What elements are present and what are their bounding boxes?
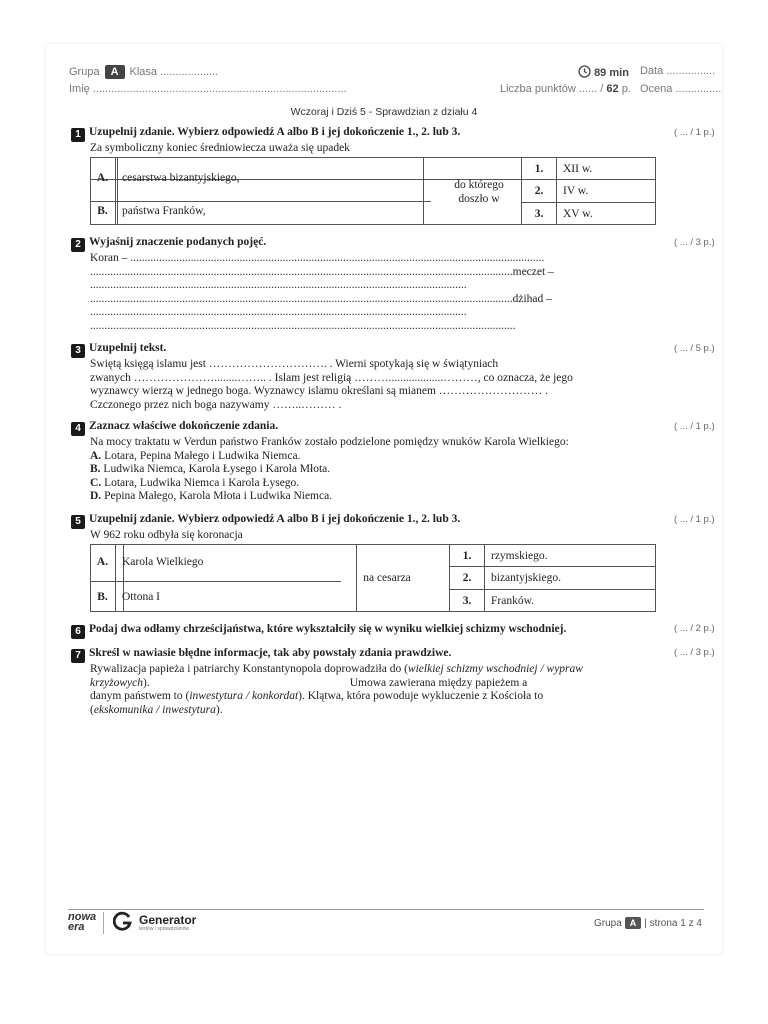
group-badge: A [625,917,642,929]
option-b-text[interactable]: państwa Franków, [122,205,206,217]
question-4: 4 Zaznacz właściwe dokończenie zdania. Na mocy traktatu w Verdun państwo Franków zostało podzielone pomiędzy wnuków Karola Wielkiego: A. Lotara, Pepina Małego i Ludwika Niemca. B. Ludwika Niemca, Karola Łysego i Karola Młota. C. Lotara, Ludwika Niemca i Karola Łysego. D. Pepina Małego, Karola Młota i Ludwika Niemca. [71,420,671,504]
question-1: 1 Uzupełnij zdanie. Wybierz odpowiedź A albo B i jej dokończenie 1., 2. lub 3. Za symboliczny koniec średniowiecza uważa się upadek [71,126,671,156]
points-q6: ( ... / 2 p.) [674,623,715,634]
answer-line[interactable]: ................................................................................................................................... [90,306,467,318]
option-b-label: B. [97,205,108,217]
option-number: 1. [450,545,485,567]
option-text[interactable]: XV w. [557,203,656,225]
option-text[interactable]: bizantyjskiego. [485,567,656,590]
question-number: 2 [71,238,85,252]
date-field: Data ................ [640,65,716,77]
question-3: 3 Uzupełnij tekst. Świętą księgą islamu jest …………………………. . Wierni spotykają się w świątyniach zwanych …………………........…….. . Islam jest religią ………...................………, co oznacza, że jego wyznawcy wierzą w jednego boga. Wyznawcy islamu określani są mianem ……………………… . Czczonego przez nich boga nazywamy ……..……… . [71,342,671,412]
generator-logo-subtitle: testów i sprawdzianów [139,926,190,932]
question-number: 6 [71,625,85,639]
points-q1: ( ... / 1 p.) [674,127,715,138]
answer-line[interactable]: ................................................................................................................................... [90,279,467,291]
question-number: 3 [71,344,85,358]
points-q3: ( ... / 5 p.) [674,343,715,354]
option-a-text[interactable]: Karola Wielkiego [122,556,204,568]
option-text[interactable]: IV w. [557,180,656,203]
option-b-label: B. [97,591,108,603]
logo-separator [103,912,104,934]
answer-line[interactable]: ...................................................................................................................................................meczet – [90,265,554,278]
answer-option[interactable]: C. Lotara, Ludwika Niemca i Karola Łysego. [90,476,300,489]
question-7: 7 Skreśl w nawiasie błędne informacje, tak aby powstały zdania prawdziwe. Rywalizacja papieża i patriarchy Konstantynopola doprowadziła do (wielkiej schizmy wschodniej / wypraw krzyżowych). Umowa zawierana między papieżem a danym państwem to (inwestytura / konkordat). Klątwa, która powoduje wykluczenie z Kościoła to (ekskomunika / inwestytura). [71,647,671,717]
question-number: 7 [71,649,85,663]
option-text[interactable]: XII w. [557,158,656,180]
option-b-text[interactable]: Ottona I [122,591,161,603]
completion-stem: na cesarza [363,572,411,584]
group-field: Grupa A Klasa ................... [69,66,219,78]
option-number: 3. [450,590,485,612]
completion-stem: do którego doszło w [454,179,504,205]
option-number: 2. [450,567,485,590]
page-indicator: Grupa A | strona 1 z 4 [594,918,702,929]
name-field: Imię ................................................................................... [69,83,347,95]
option-number: 3. [522,203,557,225]
option-a-label: A. [96,556,109,568]
choice-bracket[interactable]: ekskomunika / inwestytura [93,703,216,716]
choice-bracket[interactable]: krzyżowych [90,676,144,689]
generator-logo-icon [113,911,133,931]
question-2: 2 Wyjaśnij znaczenie podanych pojęć. Koran – ................................................................................................................................................ ...................................................................................................................................................meczet – ................................................................................................................................... ...................................................................................................................................................dżihad – ................................................................................................................................... .................................................................................................................................................... [71,236,671,333]
page-title: Wczoraj i Dziś 5 - Sprawdzian z działu 4 [290,106,478,118]
answer-option[interactable]: A. Lotara, Pepina Małego i Ludwika Niemca. [90,449,301,462]
answer-option[interactable]: D. Pepina Małego, Karola Młota i Ludwika Niemca. [90,490,333,502]
option-number: 2. [522,180,557,203]
question-6: 6 Podaj dwa odłamy chrześcijaństwa, które wykształciły się w wyniku wielkiej schizmy wschodniej. [71,623,671,639]
generator-logo-text: Generator [139,913,197,927]
choice-bracket[interactable]: wielkiej schizmy wschodniej / wypraw [407,663,583,675]
choice-bracket[interactable]: inwestytura / konkordat [189,690,299,702]
points-q5: ( ... / 1 p.) [674,514,715,525]
answer-line[interactable]: Koran – ................................................................................................................................................ [90,252,545,264]
question-5: 5 Uzupełnij zdanie. Wybierz odpowiedź A albo B i jej dokończenie 1., 2. lub 3. W 962 roku odbyła się koronacja [71,513,671,543]
answer-option[interactable]: B. Ludwika Niemca, Karola Łysego i Karola Młota. [90,463,331,475]
option-text[interactable]: rzymskiego. [485,545,656,567]
option-a-label: A. [96,172,109,184]
question-number: 5 [71,515,85,529]
points-q2: ( ... / 3 p.) [674,237,715,248]
answer-line[interactable]: .................................................................................................................................................... [90,319,516,332]
class-field: Klasa ................... [129,66,219,78]
nowa-era-logo: nowa era [68,911,97,933]
option-a-text[interactable]: cesarstwa bizantyjskiego, [122,172,240,184]
question-number: 4 [71,422,85,436]
answer-line[interactable]: ...................................................................................................................................................dżihad – [90,292,552,305]
time-limit: 89 min [578,65,629,79]
points-field: Liczba punktów ...... / 62 p. [500,83,631,95]
option-text[interactable]: Franków. [485,590,656,612]
points-q4: ( ... / 1 p.) [674,421,715,432]
option-number: 1. [522,158,557,180]
footer-divider [68,909,704,910]
points-q7: ( ... / 3 p.) [674,647,715,658]
grade-field: Ocena ............... [640,83,722,95]
question-number: 1 [71,128,85,142]
clock-icon [578,65,591,78]
group-badge: A [105,65,125,79]
